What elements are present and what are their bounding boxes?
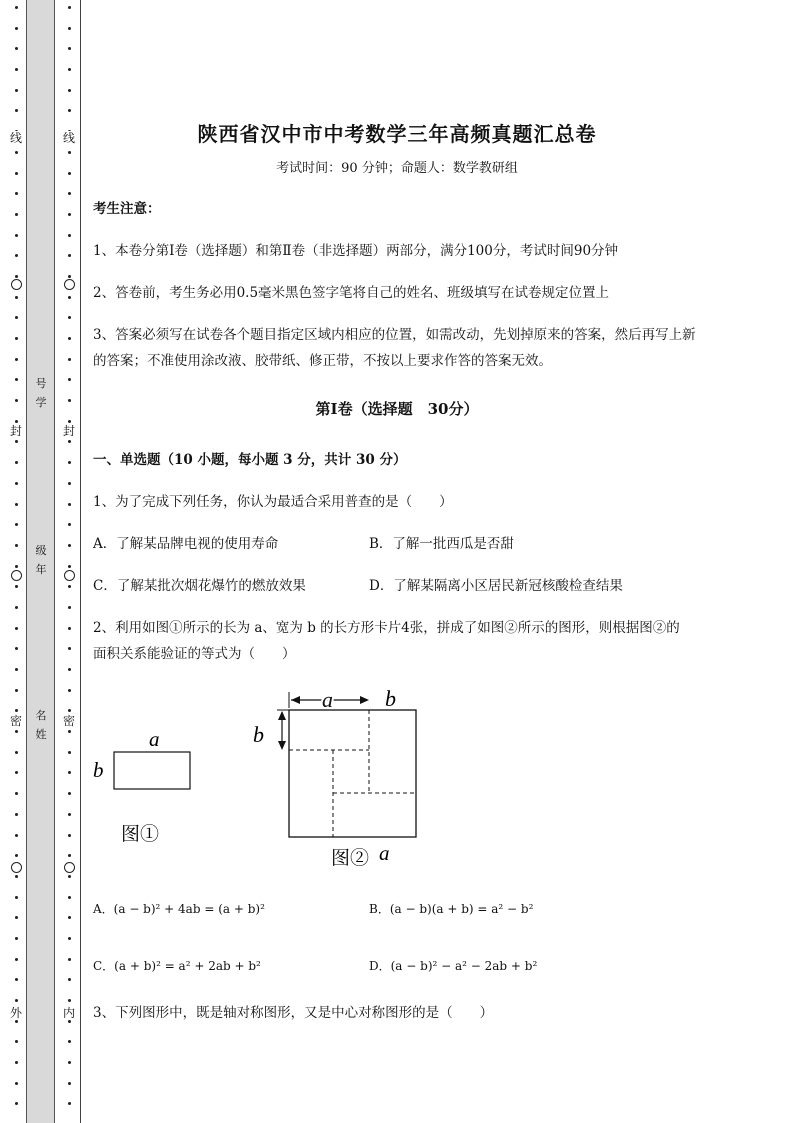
option-d: D．(a − b)² − a² − 2ab + b²	[369, 959, 538, 973]
binding-dot	[15, 937, 18, 940]
notice-item: 2、答卷前，考生务必用0.5毫米黑色签字笔将自己的姓名、班级填写在试卷规定位置上	[93, 285, 610, 301]
binding-dot	[68, 896, 71, 899]
binding-dot	[15, 234, 18, 237]
binding-dot	[68, 234, 71, 237]
fig2-label-a-top: a	[322, 687, 333, 712]
binding-dot	[15, 627, 18, 630]
fig2-label-a-bottom: a	[379, 841, 390, 865]
binding-dot	[15, 1102, 18, 1105]
binding-dot	[68, 316, 71, 319]
binding-dot	[68, 192, 71, 195]
option-c: C．(a + b)² = a² + 2ab + b²	[93, 959, 261, 973]
binding-dot	[15, 337, 18, 340]
binding-dot	[68, 296, 71, 299]
binding-dot	[15, 978, 18, 981]
binding-dot	[15, 565, 18, 568]
binding-dot	[15, 378, 18, 381]
fig2-caption: 图②	[331, 847, 370, 869]
dashed-partition	[289, 710, 416, 837]
seal-circle	[64, 862, 75, 873]
binding-dot	[15, 68, 18, 71]
binding-dot	[68, 1020, 71, 1023]
fig2-label-b-top: b	[385, 686, 396, 711]
binding-dot	[68, 689, 71, 692]
seal-mark: 密	[9, 714, 22, 728]
binding-dot	[15, 896, 18, 899]
binding-dot	[15, 275, 18, 278]
seal-mark: 线	[9, 131, 22, 145]
binding-dot	[68, 1061, 71, 1064]
binding-dot	[68, 813, 71, 816]
binding-dot	[15, 730, 18, 733]
binding-dot	[15, 958, 18, 961]
binding-dot	[68, 151, 71, 154]
seal-mark: 内	[62, 1006, 75, 1020]
binding-dot	[15, 854, 18, 857]
question-stem: 3、下列图形中，既是轴对称图形，又是中心对称图形的是（ ）	[93, 1005, 494, 1021]
question-stem: 面积关系能验证的等式为（ ）	[93, 646, 296, 662]
seal-circle	[11, 279, 22, 290]
seal-circle	[11, 862, 22, 873]
fig1-caption: 图①	[121, 823, 160, 845]
binding-dot	[68, 709, 71, 712]
binding-dot	[68, 978, 71, 981]
exam-subtitle: 考试时间：90 分钟；命题人：数学教研组	[276, 161, 518, 176]
question-stem: 1、为了完成下列任务，你认为最适合采用普查的是（ ）	[93, 494, 453, 510]
binding-dot	[15, 1020, 18, 1023]
field-label: 级	[35, 544, 47, 557]
binding-dot	[68, 647, 71, 650]
field-label: 姓	[35, 728, 47, 741]
binding-dot	[68, 606, 71, 609]
binding-dot	[68, 875, 71, 878]
seal-mark: 线	[62, 131, 75, 145]
rectangle-card	[114, 752, 190, 789]
binding-dot	[15, 482, 18, 485]
option-a: A．(a − b)² + 4ab = (a + b)²	[93, 902, 265, 916]
binding-dot	[15, 999, 18, 1002]
binding-dot	[68, 544, 71, 547]
binding-dot	[15, 254, 18, 257]
exam-title: 陕西省汉中市中考数学三年高频真题汇总卷	[197, 122, 597, 146]
binding-dot	[68, 503, 71, 506]
binding-dot	[15, 875, 18, 878]
binding-dot	[15, 709, 18, 712]
binding-dot	[15, 544, 18, 547]
binding-dot	[68, 771, 71, 774]
binding-dot	[15, 151, 18, 154]
seal-circle	[11, 570, 22, 581]
binding-dot	[15, 1082, 18, 1085]
binding-dot	[68, 254, 71, 257]
binding-dot	[15, 689, 18, 692]
binding-dot	[68, 337, 71, 340]
binding-dot	[15, 213, 18, 216]
binding-dot	[15, 296, 18, 299]
binding-dot	[68, 275, 71, 278]
binding-dot	[68, 937, 71, 940]
binding-dot	[15, 47, 18, 50]
binding-dot	[68, 213, 71, 216]
notice-item: 的答案；不准使用涂改液、胶带纸、修正带，不按以上要求作答的答案无效。	[93, 353, 552, 369]
seal-circle	[64, 570, 75, 581]
seal-mark: 封	[9, 424, 22, 438]
binding-dot	[15, 751, 18, 754]
binding-dot	[68, 358, 71, 361]
binding-dot	[68, 565, 71, 568]
binding-dot	[68, 627, 71, 630]
binding-dot	[15, 606, 18, 609]
binding-dot	[68, 730, 71, 733]
seal-mark: 封	[62, 424, 75, 438]
notice-heading: 考生注意：	[93, 201, 161, 217]
figure-2	[245, 680, 425, 875]
binding-dot	[15, 89, 18, 92]
binding-dot	[68, 854, 71, 857]
binding-dot	[68, 999, 71, 1002]
binding-dot	[68, 668, 71, 671]
binding-dot	[68, 751, 71, 754]
binding-dot	[68, 958, 71, 961]
binding-dot	[68, 1040, 71, 1043]
binding-dot	[68, 47, 71, 50]
binding-dot	[15, 916, 18, 919]
seal-mark: 密	[62, 714, 75, 728]
binding-dot	[68, 792, 71, 795]
binding-dot	[68, 1082, 71, 1085]
option-b: B．了解一批西瓜是否甜	[369, 536, 514, 552]
binding-dot	[68, 27, 71, 30]
binding-dot	[15, 1061, 18, 1064]
binding-dot	[15, 813, 18, 816]
option-c: C．了解某批次烟花爆竹的燃放效果	[93, 578, 306, 594]
figure-1	[88, 725, 203, 850]
binding-dot	[15, 420, 18, 423]
binding-dot	[68, 585, 71, 588]
seal-circle	[64, 279, 75, 290]
fig2-label-b-left: b	[253, 722, 264, 747]
binding-dot	[15, 1040, 18, 1043]
binding-dot	[68, 378, 71, 381]
field-label: 号	[35, 377, 47, 390]
option-b: B．(a − b)(a + b) = a² − b²	[369, 902, 534, 916]
option-a: A．了解某品牌电视的使用寿命	[93, 536, 279, 552]
binding-dot	[15, 834, 18, 837]
notice-item: 3、答案必须写在试卷各个题目指定区域内相应的位置，如需改动，先划掉原来的答案，然后再写上新	[93, 327, 696, 343]
binding-dot	[15, 668, 18, 671]
binding-dot	[15, 358, 18, 361]
option-d: D．了解某隔离小区居民新冠核酸检查结果	[369, 578, 623, 594]
binding-dot	[68, 6, 71, 9]
field-label: 学	[35, 396, 47, 409]
binding-dot	[15, 192, 18, 195]
binding-dot	[15, 440, 18, 443]
notice-item: 1、本卷分第Ⅰ卷（选择题）和第Ⅱ卷（非选择题）两部分，满分100分，考试时间90分钟	[93, 243, 619, 259]
binding-dot	[68, 1102, 71, 1105]
binding-dot	[15, 523, 18, 526]
binding-dot	[68, 109, 71, 112]
binding-dot	[68, 523, 71, 526]
binding-dot	[15, 461, 18, 464]
binding-dot	[15, 503, 18, 506]
binding-dot	[68, 916, 71, 919]
field-label: 年	[35, 563, 47, 576]
fig1-label-b: b	[93, 758, 104, 782]
binding-dot	[15, 585, 18, 588]
binding-dot	[15, 316, 18, 319]
binding-dot	[15, 647, 18, 650]
binding-dot	[15, 6, 18, 9]
binding-dot	[68, 89, 71, 92]
binding-dot	[15, 792, 18, 795]
section-heading: 一、单选题（10 小题，每小题 3 分，共计 30 分）	[93, 452, 407, 468]
question-stem: 2、利用如图①所示的长为 a、宽为 b 的长方形卡片4张，拼成了如图②所示的图形，则根据图②的	[93, 620, 680, 636]
part-heading: 第Ⅰ卷（选择题 30分）	[315, 400, 479, 418]
binding-dot	[68, 482, 71, 485]
binding-dot	[68, 834, 71, 837]
outer-square	[289, 710, 416, 837]
binding-dot	[68, 440, 71, 443]
binding-dot	[15, 771, 18, 774]
fig1-label-a: a	[149, 727, 160, 751]
binding-dot	[68, 68, 71, 71]
field-label: 名	[35, 709, 47, 722]
binding-dot	[68, 420, 71, 423]
seal-mark: 外	[9, 1006, 22, 1020]
binding-dot	[15, 27, 18, 30]
binding-dot	[15, 109, 18, 112]
binding-dot	[68, 461, 71, 464]
